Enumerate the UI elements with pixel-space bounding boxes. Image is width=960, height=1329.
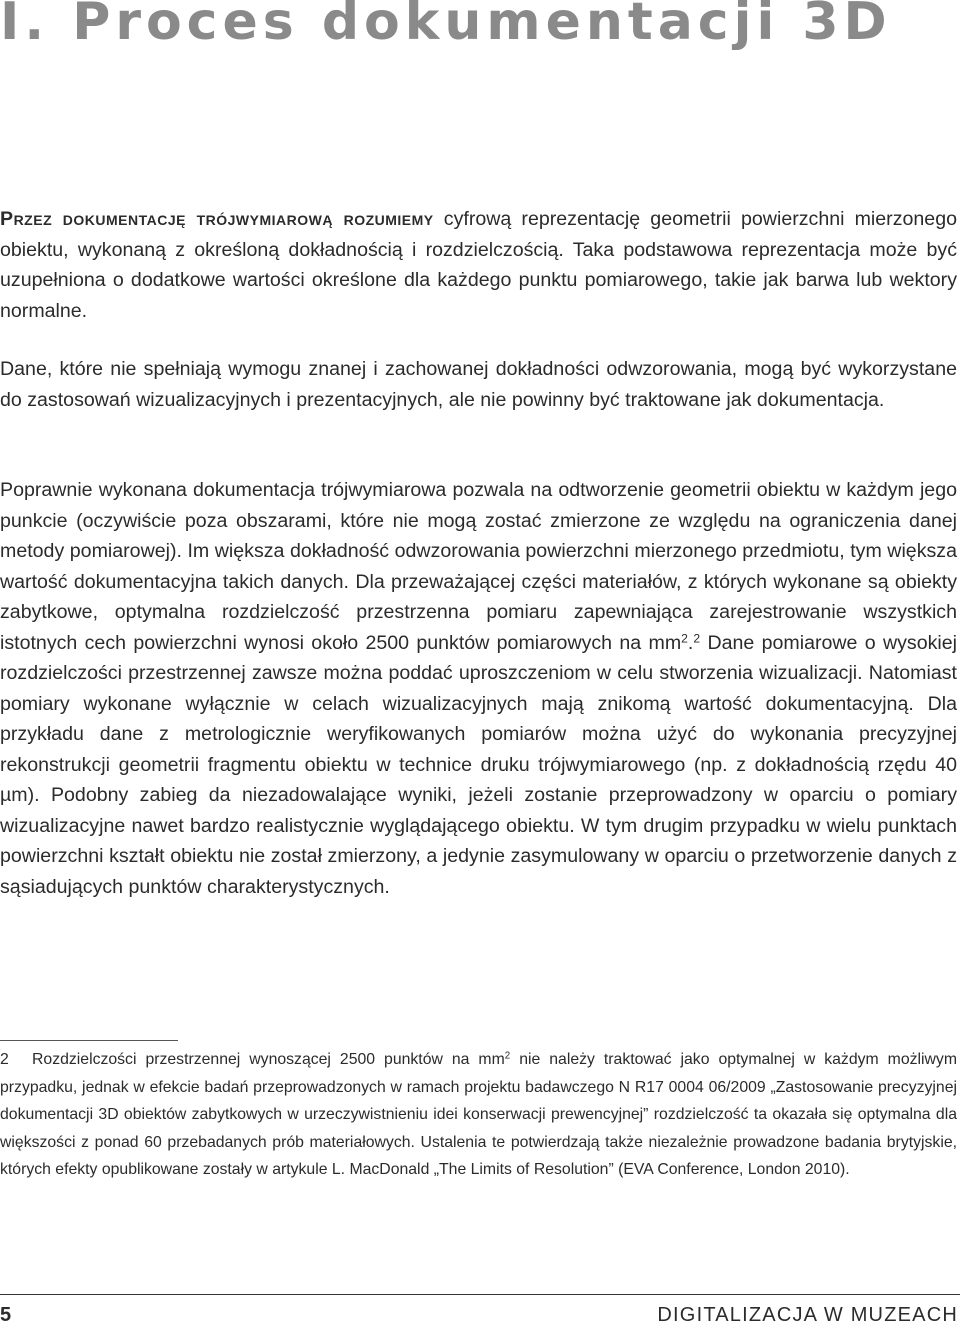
paragraph-3 [0, 475, 957, 902]
paragraph-2-text: Dane, które nie spełniają wymogu znanej i zachowanej dokładności odwzorowania, mogą być wykorzystane do zastosowań wizualizacyjnych i prezentacyjnych, ale nie powinny być traktowane jak dokumentacja. [0, 358, 957, 411]
paragraph-lead: Przez dokumentację trójwymiarową rozumiemy [0, 208, 434, 230]
sentence-period: . [687, 631, 694, 654]
footnote [0, 1046, 957, 1184]
footer-rule [0, 1294, 960, 1295]
paragraph-1-text: cyfrową reprezentację geometrii powierzchni mierzonego obiektu, wykonaną z określoną dokładnością i rozdzielczością. Taka podstawowa reprezentacja może być uzupełniona o dodatkowe wartości określone dla każdego punktu pomiarowego, takie jak barwa lub wektory normalne. [0, 208, 957, 322]
footnote-text-after: nie należy traktować jako optymalnej w każdym możliwym przypadku, jednak w efekcie badań przeprowadzonych w ramach projektu badawczego N R17 0004 06/2009 „Zastosowanie precyzyjnej dokumentacji 3D obiektów zabytkowych w urzeczywistnieniu idei konserwacji prewencyjnej” rozdzielczość ta okazała się optymalna dla większości z ponad 60 przebadanych prób materiałowych. Ustalenia te potwierdzają także niezależnie prowadzone badania brytyjskie, których efekty opublikowane zostały w artykule L. MacDonald „The Limits of Resolution” (EVA Conference, London 2010). [0, 1051, 957, 1178]
paragraph-2 [0, 354, 957, 415]
paragraph-3-text-after: Dane pomiarowe o wysokiej rozdzielczości przestrzennej zawsze można poddać uproszczeniom w celu stworzenia wizualizacji. Natomiast pomiary wykonane wyłącznie w celach wizualizacyjnych mają znikomą wartość dokumentacyjną. Dla przykładu dane z metrologicznie weryfikowanych pomiarów można użyć do wykonania precyzyjnej rekonstrukcji geometrii fragmentu obiektu w technice druku trójwymiarowego (np. z dokładnością rzędu 40 µm). Podobny zabieg da niezadowalające wyniki, jeżeli zostanie przeprowadzony w oparciu o pomiary wizualizacyjne nawet bardzo realistycznie wyglądającego obiektu. W tym drugim przypadku w wielu punktach powierzchni kształt obiektu nie został zmierzony, a jedynie zasymulowany w oparciu o przetworzenie danych z sąsiadujących punktów charakterystycznych. [0, 631, 958, 898]
chapter-title: I. Proces dokumentacji 3D [0, 0, 892, 52]
paragraph-3-text-before: Poprawnie wykonana dokumentacja trójwymiarowa pozwala na odtworzenie geometrii obiektu w każdym jego punkcie (oczywiście poza obszarami, które nie mogą zostać zmierzone ze względu na ograniczenia danej metody pomiarowej). Im większa dokładność odwzorowania powierzchni mierzonego przedmiotu, tym większa wartość dokumentacyjna takich danych. Dla przeważającej części materiałów, z których wykonane są obiekty zabytkowe, optymalna rozdzielczość przestrzenna pomiaru zapewniająca zarejestrowanie wszystkich istotnych cech powierzchni wynosi około 2500 punktów pomiarowych na mm [0, 479, 957, 654]
footnote-reference: 2 [693, 630, 701, 645]
footnote-separator [0, 1040, 178, 1041]
footnote-superscript: 2 [504, 1050, 511, 1062]
page-number: 5 [0, 1304, 12, 1326]
footnote-number: 2 [0, 1051, 9, 1068]
footnote-text-before: Rozdzielczości przestrzennej wynoszącej 2500 punktów na mm [32, 1051, 505, 1068]
running-footer-title: DIGITALIZACJA W MUZEACH [657, 1304, 958, 1326]
unit-superscript: 2 [681, 630, 688, 645]
paragraph-1 [0, 204, 957, 326]
